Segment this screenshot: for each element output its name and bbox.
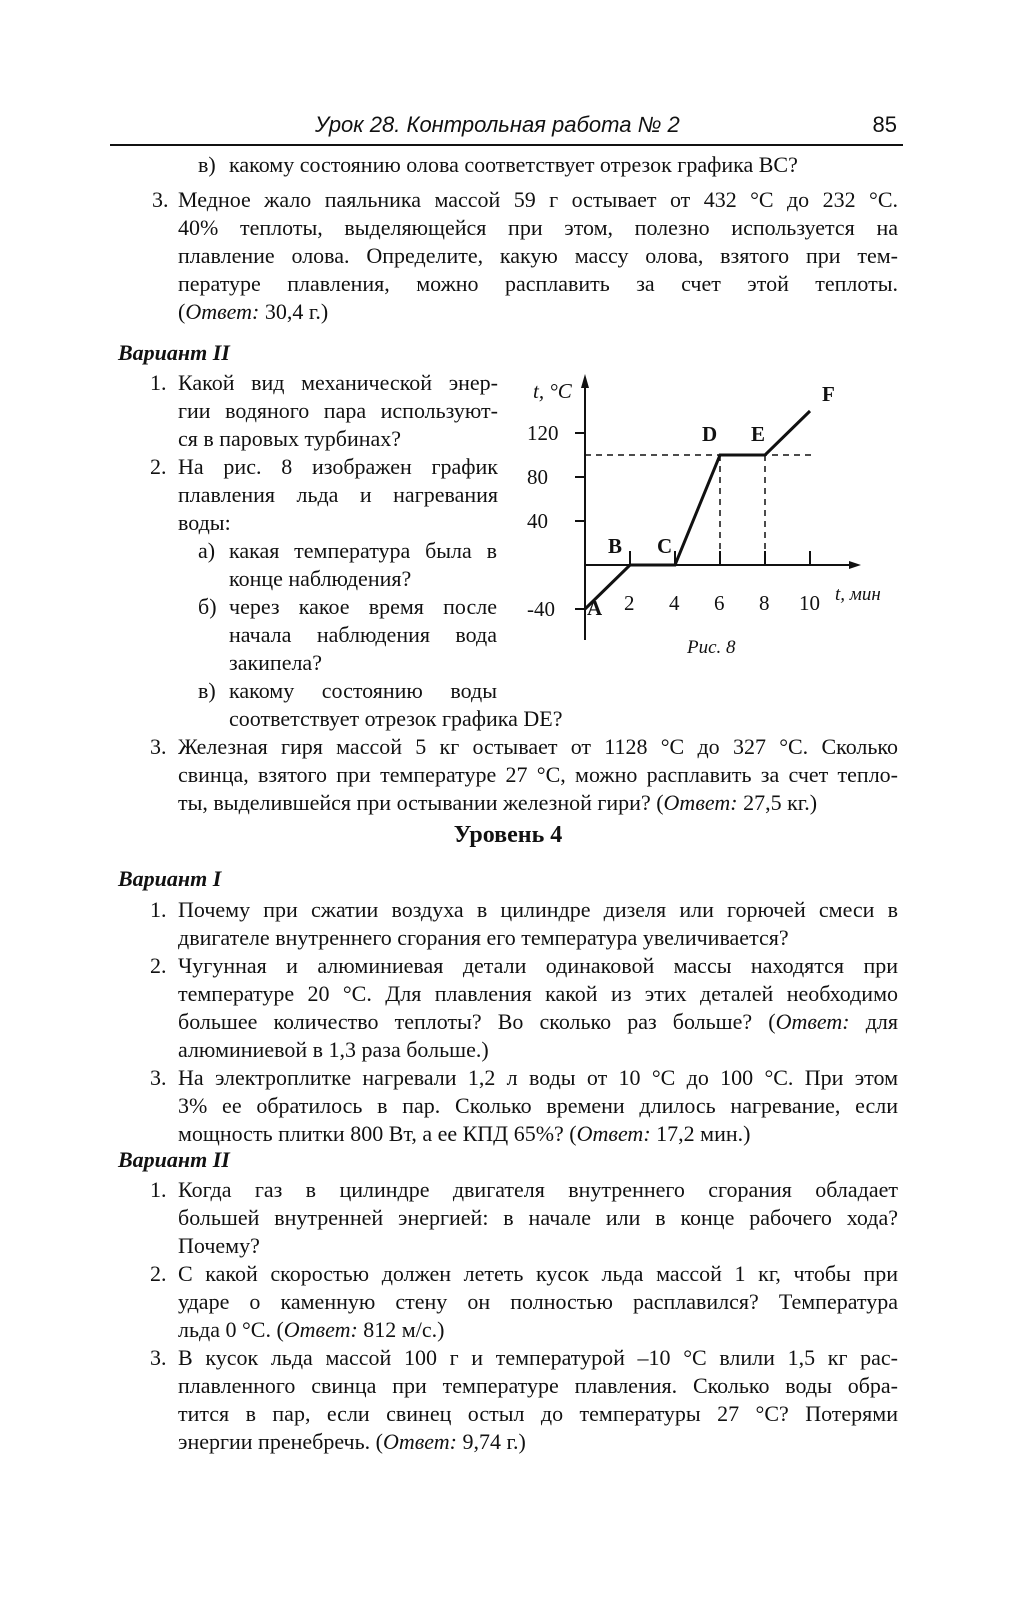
subitem-line: закипела?: [229, 650, 322, 675]
answer-label: Ответ:: [775, 1009, 850, 1034]
question-line: ты, выделившейся при остывании железной гири? (: [178, 790, 664, 815]
question-line: На рис. 8 изображен график: [178, 454, 498, 479]
question-line: Какой вид механической энер-: [178, 370, 498, 395]
x-tick-label: 8: [759, 591, 770, 615]
page-number: 85: [872, 112, 897, 137]
question-number: 3.: [150, 1345, 167, 1370]
question-number: 3.: [150, 1065, 167, 1090]
answer-line: [178, 1315, 898, 1344]
question-line: плавленного свинца при температуре плавления. Сколько воды обра-: [178, 1373, 898, 1398]
answer-tail: для: [849, 1009, 898, 1034]
subitem-line: соответствует отрезок графика DE?: [229, 706, 563, 731]
y-tick-label: -40: [527, 597, 555, 621]
question-line: Чугунная и алюминиевая детали одинаковой массы находятся при: [178, 953, 898, 978]
x-axis-arrow: [849, 561, 861, 569]
question-line: большей внутренней энергией: в начале или в конце рабочего хода?: [178, 1205, 898, 1230]
item-v-label: в): [198, 152, 216, 177]
point-label-c: C: [657, 534, 673, 558]
question-line: 3% ее обратилось в пар. Сколько времени длилось нагревание, если: [178, 1093, 898, 1118]
subitem-line: начала наблюдения вода: [229, 622, 497, 647]
answer-value: 27,5 кг.): [737, 790, 818, 815]
x-tick-label: 6: [714, 591, 725, 615]
answer-line: [178, 1007, 898, 1036]
question-number: 2.: [150, 1261, 167, 1286]
question-number: 2.: [150, 454, 167, 479]
point-label-f: F: [822, 382, 835, 406]
figure-caption: Рис. 8: [687, 637, 736, 658]
y-tick-label: 40: [527, 509, 548, 533]
answer-label: Ответ:: [663, 790, 738, 815]
question-line: ся в паровых турбинах?: [178, 426, 402, 451]
y-tick-label: 120: [527, 421, 559, 445]
chart-marks: [527, 379, 881, 658]
point-label-a: A: [587, 596, 603, 620]
question-number: 1.: [150, 897, 167, 922]
question-line: большее количество теплоты? Во сколько раз больше? (: [178, 1009, 776, 1034]
x-axis-label: t, мин: [835, 584, 881, 605]
answer-label: Ответ:: [185, 299, 260, 324]
question-line: В кусок льда массой 100 г и температурой –10 °С влили 1,5 кг рас-: [178, 1345, 898, 1370]
subitem-label: а): [198, 538, 216, 563]
answer-label: Ответ:: [576, 1121, 651, 1146]
answer-label: Ответ:: [382, 1429, 457, 1454]
question-line: С какой скоростью должен лететь кусок льда массой 1 кг, чтобы при: [178, 1261, 898, 1286]
variant-heading: Вариант I: [118, 866, 222, 891]
subitem-line: какому состоянию воды: [229, 678, 497, 703]
point-label-e: E: [751, 422, 766, 446]
point-label-b: B: [608, 534, 623, 558]
y-axis-arrow: [581, 374, 589, 388]
y-tick-label: 80: [527, 465, 548, 489]
melting-chart: [515, 370, 905, 670]
x-tick-label: 10: [799, 591, 820, 615]
subitem-line: какая температура была в: [229, 538, 497, 563]
question-number: 3.: [150, 734, 167, 759]
page-header: [110, 110, 903, 146]
header-title: Урок 28. Контрольная работа № 2: [315, 112, 680, 137]
question-line: плавление олова. Определите, какую массу олова, взятого при тем-: [178, 243, 898, 268]
variant-heading: Вариант II: [118, 340, 230, 365]
question-line: На электроплитке нагревали 1,2 л воды от 10 °С до 100 °С. При этом: [178, 1065, 898, 1090]
answer-value: 9,74 г.): [456, 1429, 526, 1454]
answer-line: (Ответ: 30,4 г.): [178, 299, 329, 324]
question-line: льда 0 °С. (: [178, 1317, 284, 1342]
question-line: воды:: [178, 510, 231, 535]
question-line: тится в пар, если свинец остыл до температуры 27 °С? Потерями: [178, 1401, 898, 1426]
answer-value: алюминиевой в 1,3 раза больше.): [178, 1037, 489, 1062]
question-number: 1.: [150, 1177, 167, 1202]
item-v-text: какому состоянию олова соответствует отрезок графика ВС?: [229, 152, 798, 177]
question-line: Когда газ в цилиндре двигателя внутреннего сгорания обладает: [178, 1177, 898, 1202]
answer-line: [178, 788, 898, 817]
answer-line: [178, 1427, 898, 1456]
series-line: [585, 411, 810, 609]
question-line: температуре 20 °С. Для плавления какой из этих деталей необходимо: [178, 981, 898, 1006]
question-number: 3.: [152, 187, 169, 212]
answer-line: [178, 1119, 898, 1148]
question-line: плавления льда и нагревания: [178, 482, 498, 507]
level-heading: Уровень 4: [453, 822, 563, 848]
question-line: Почему при сжатии воздуха в цилиндре дизеля или горючей смеси в: [178, 897, 898, 922]
question-line: свинца, взятого при температуре 27 °С, можно расплавить за счет тепло-: [178, 762, 898, 787]
y-axis-label: t, °C: [533, 379, 572, 403]
question-line: энергии пренебречь. (: [178, 1429, 383, 1454]
question-line: ударе о каменную стену он полностью расплавился? Температура: [178, 1289, 898, 1314]
subitem-line: через какое время после: [229, 594, 497, 619]
x-tick-label: 4: [669, 591, 680, 615]
subitem-line: конце наблюдения?: [229, 566, 412, 591]
subitem-label: б): [198, 594, 217, 619]
answer-value: 30,4 г.): [259, 299, 329, 324]
question-line: Медное жало паяльника массой 59 г остывает от 432 °С до 232 °С.: [178, 187, 898, 212]
question-line: Почему?: [178, 1233, 260, 1258]
question-line: гии водяного пара используют-: [178, 398, 498, 423]
question-line: пературе плавления, можно расплавить за счет этой теплоты.: [178, 271, 898, 296]
point-label-d: D: [702, 422, 718, 446]
question-line: 40% теплоты, выделяющейся при этом, полезно используется на: [178, 215, 898, 240]
subitem-label: в): [198, 678, 216, 703]
question-line: мощность плитки 800 Вт, а ее КПД 65%? (: [178, 1121, 577, 1146]
answer-label: Ответ:: [283, 1317, 358, 1342]
question-number: 1.: [150, 370, 167, 395]
variant-heading: Вариант II: [118, 1147, 230, 1172]
x-tick-label: 2: [624, 591, 635, 615]
question-line: двигателе внутреннего сгорания его температура увеличивается?: [178, 925, 789, 950]
question-number: 2.: [150, 953, 167, 978]
answer-value: 17,2 мин.): [650, 1121, 751, 1146]
answer-value: 812 м/с.): [357, 1317, 445, 1342]
question-line: Железная гиря массой 5 кг остывает от 1128 °С до 327 °С. Сколько: [178, 734, 898, 759]
